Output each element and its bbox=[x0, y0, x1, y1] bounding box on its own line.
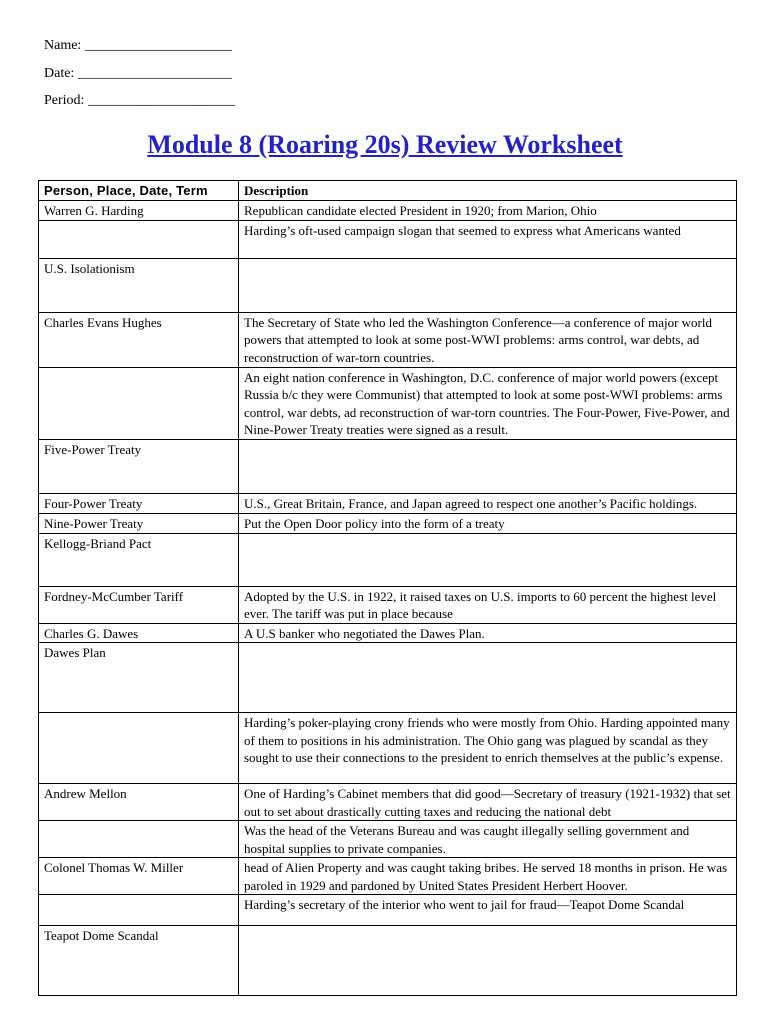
description-cell: Put the Open Door policy into the form of a treaty bbox=[239, 513, 737, 533]
term-cell: Warren G. Harding bbox=[39, 201, 239, 221]
description-cell: Republican candidate elected President in 1920; from Marion, Ohio bbox=[239, 201, 737, 221]
table-row bbox=[39, 858, 737, 895]
term-cell bbox=[39, 713, 239, 784]
term-cell: Dawes Plan bbox=[39, 643, 239, 713]
period-line: Period: _____________________ bbox=[44, 93, 235, 108]
description-cell: Harding’s poker-playing crony friends who were mostly from Ohio. Harding appointed many of them to positions in his administration. The Ohio gang was plagued by scandal as they sought to use their connections to the president to enrich themselves at the public’s expense. bbox=[239, 713, 737, 784]
review-table bbox=[38, 180, 737, 996]
description-cell bbox=[239, 643, 737, 713]
table-row bbox=[39, 513, 737, 533]
description-cell: head of Alien Property and was caught taking bribes. He served 18 months in prison. He was paroled in 1929 and pardoned by United States President Herbert Hoover. bbox=[239, 858, 737, 895]
term-cell: Four-Power Treaty bbox=[39, 493, 239, 513]
table-header-row bbox=[39, 181, 737, 201]
term-cell: Colonel Thomas W. Miller bbox=[39, 858, 239, 895]
table-row bbox=[39, 258, 737, 312]
description-cell: Adopted by the U.S. in 1922, it raised taxes on U.S. imports to 60 percent the highest level ever. The tariff was put in place because bbox=[239, 586, 737, 623]
description-cell bbox=[239, 258, 737, 312]
term-cell bbox=[39, 220, 239, 258]
description-cell: Harding’s oft-used campaign slogan that seemed to express what Americans wanted bbox=[239, 220, 737, 258]
table-row bbox=[39, 926, 737, 996]
term-cell: U.S. Isolationism bbox=[39, 258, 239, 312]
table-row bbox=[39, 586, 737, 623]
term-cell bbox=[39, 895, 239, 926]
term-cell: Nine-Power Treaty bbox=[39, 513, 239, 533]
table-row bbox=[39, 220, 737, 258]
table-row bbox=[39, 623, 737, 643]
page-title: Module 8 (Roaring 20s) Review Worksheet bbox=[147, 130, 623, 159]
description-cell bbox=[239, 926, 737, 996]
term-column-header: Person, Place, Date, Term bbox=[39, 181, 239, 201]
table-row bbox=[39, 493, 737, 513]
table-row bbox=[39, 895, 737, 926]
table-row bbox=[39, 367, 737, 439]
term-cell: Five-Power Treaty bbox=[39, 439, 239, 493]
term-cell: Charles Evans Hughes bbox=[39, 312, 239, 367]
term-cell bbox=[39, 821, 239, 858]
table-row bbox=[39, 201, 737, 221]
term-cell: Kellogg-Briand Pact bbox=[39, 533, 239, 586]
term-cell: Andrew Mellon bbox=[39, 784, 239, 821]
date-line: Date: ______________________ bbox=[44, 66, 232, 81]
term-cell: Charles G. Dawes bbox=[39, 623, 239, 643]
table-row bbox=[39, 439, 737, 493]
table-row bbox=[39, 643, 737, 713]
term-cell bbox=[39, 367, 239, 439]
table-row bbox=[39, 312, 737, 367]
table-row bbox=[39, 821, 737, 858]
table-row bbox=[39, 533, 737, 586]
name-line: Name: _____________________ bbox=[44, 38, 232, 53]
table-row bbox=[39, 713, 737, 784]
description-cell: The Secretary of State who led the Washington Conference—a conference of major world powers that attempted to look at some post-WWI problems: arms control, war debts, ad reconstruction of war-torn countries. bbox=[239, 312, 737, 367]
description-cell bbox=[239, 439, 737, 493]
description-cell: U.S., Great Britain, France, and Japan agreed to respect one another’s Pacific holdings. bbox=[239, 493, 737, 513]
description-cell: Was the head of the Veterans Bureau and was caught illegally selling government and hospital supplies to private companies. bbox=[239, 821, 737, 858]
description-cell: An eight nation conference in Washington, D.C. conference of major world powers (except Russia b/c they were Communist) that attempted to look at some post-WWI problems: arms control, war debts, ad reconstruction of war-torn countries. The Four-Power, Five-Power, and Nine-Power Treaty treaties were signed as a result. bbox=[239, 367, 737, 439]
description-column-header: Description bbox=[239, 181, 737, 201]
term-cell: Fordney-McCumber Tariff bbox=[39, 586, 239, 623]
description-cell: A U.S banker who negotiated the Dawes Plan. bbox=[239, 623, 737, 643]
description-cell: Harding’s secretary of the interior who went to jail for fraud—Teapot Dome Scandal bbox=[239, 895, 737, 926]
term-cell: Teapot Dome Scandal bbox=[39, 926, 239, 996]
description-cell: One of Harding’s Cabinet members that did good—Secretary of treasury (1921-1932) that set out to set about drastically cutting taxes and reducing the national debt bbox=[239, 784, 737, 821]
description-cell bbox=[239, 533, 737, 586]
table-row bbox=[39, 784, 737, 821]
